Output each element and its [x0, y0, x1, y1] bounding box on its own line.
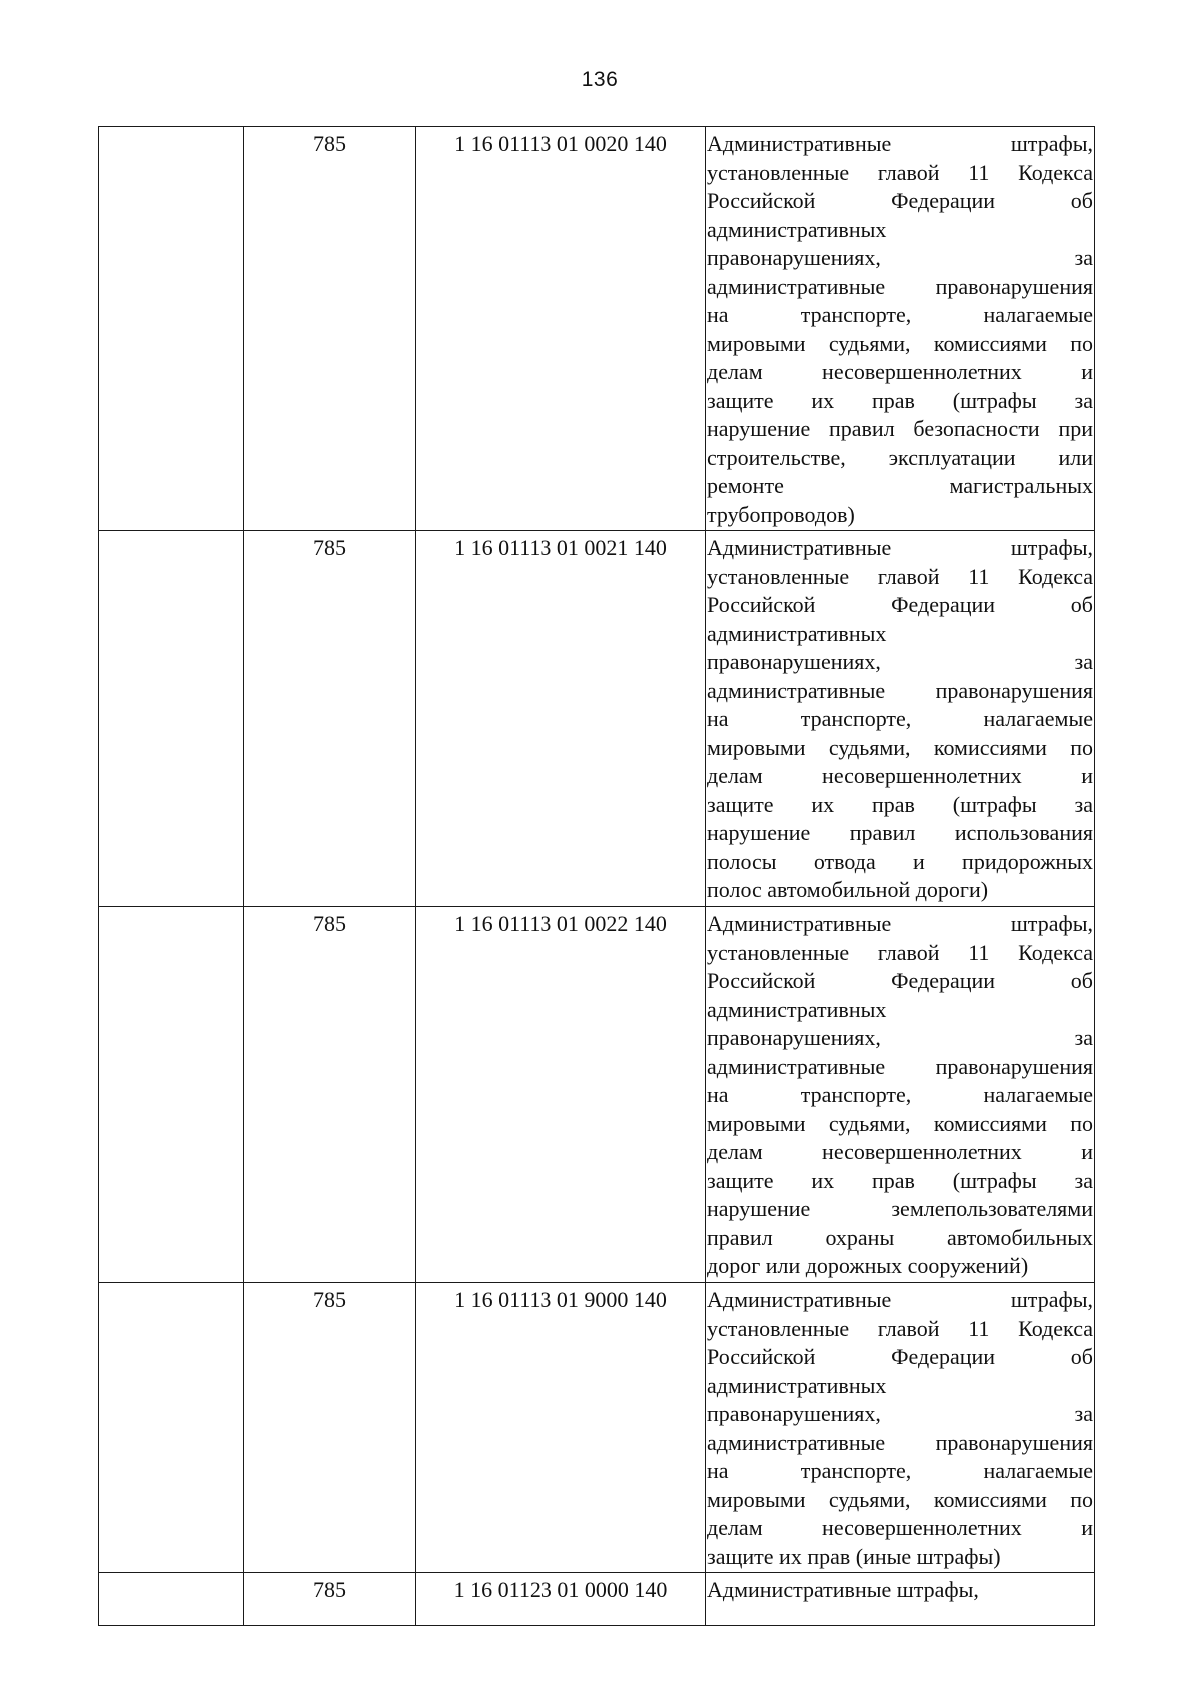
description-line: делам несовершеннолетних и — [707, 1515, 1093, 1540]
description-line: полос автомобильной дороги) — [707, 877, 989, 902]
description-line: административные правонарушения — [707, 677, 1093, 703]
description-line: Административные штрафы, — [707, 535, 1093, 560]
description-line: на транспорте, налагаемые — [707, 1458, 1093, 1483]
description-line: трубопроводов) — [707, 501, 855, 527]
revenue-description-cell — [706, 531, 1095, 907]
revenue-description-cell — [706, 907, 1095, 1283]
description-line: делам несовершеннолетних и — [707, 359, 1093, 384]
table-row — [99, 1573, 1095, 1626]
description-line: нарушение правил использования — [707, 820, 1093, 845]
empty-cell — [99, 1283, 244, 1573]
table-body — [99, 127, 1095, 1626]
description-line: Административные штрафы, — [707, 911, 1093, 936]
description-line: мировыми судьями, комиссиями по — [707, 1110, 1093, 1136]
description-line: на транспорте, налагаемые — [707, 706, 1093, 731]
description-line: правонарушениях, за — [707, 1401, 1093, 1426]
description-line: правонарушениях, за — [707, 1025, 1093, 1050]
description-line: строительстве, эксплуатации или — [707, 444, 1093, 470]
table-row — [99, 1283, 1095, 1573]
revenue-description-cell — [706, 1573, 1095, 1626]
empty-cell — [99, 1573, 244, 1626]
description-line: на транспорте, налагаемые — [707, 1082, 1093, 1107]
description-line: Административные штрафы, — [707, 1577, 979, 1602]
empty-cell — [99, 531, 244, 907]
description-line: административные правонарушения — [707, 273, 1093, 299]
description-line: Российской Федерации об — [707, 188, 1093, 213]
kbk-code-cell: 1 16 01113 01 0022 140 — [416, 907, 706, 1283]
revenue-code-table — [98, 126, 1095, 1626]
description-line: административных — [707, 620, 887, 646]
empty-cell — [99, 127, 244, 531]
admin-code-cell: 785 — [244, 531, 416, 907]
description-line: правил охраны автомобильных — [707, 1224, 1093, 1250]
table-row — [99, 127, 1095, 531]
description-line: защите их прав (штрафы за — [707, 791, 1093, 817]
description-line: установленные главой 11 Кодекса — [707, 1315, 1093, 1341]
description-line: ремонте магистральных — [707, 473, 1093, 498]
description-line: установленные главой 11 Кодекса — [707, 159, 1093, 185]
admin-code-cell: 785 — [244, 127, 416, 531]
page-number: 136 — [581, 68, 619, 91]
description-line: мировыми судьями, комиссиями по — [707, 330, 1093, 356]
description-line: мировыми судьями, комиссиями по — [707, 1486, 1093, 1512]
kbk-code-cell: 1 16 01113 01 9000 140 — [416, 1283, 706, 1573]
revenue-description-cell — [706, 127, 1095, 531]
description-line: делам несовершеннолетних и — [707, 1139, 1093, 1164]
table-row — [99, 531, 1095, 907]
admin-code-cell: 785 — [244, 1283, 416, 1573]
revenue-description-cell — [706, 1283, 1095, 1573]
description-line: дорог или дорожных сооружений) — [707, 1253, 1029, 1278]
description-line: административных — [707, 216, 887, 242]
description-line: административных — [707, 996, 887, 1022]
kbk-code-cell: 1 16 01123 01 0000 140 — [416, 1573, 706, 1626]
description-line: Российской Федерации об — [707, 1344, 1093, 1369]
description-line: Российской Федерации об — [707, 592, 1093, 617]
description-line: полосы отвода и придорожных — [707, 848, 1093, 874]
admin-code-cell: 785 — [244, 907, 416, 1283]
table-row — [99, 907, 1095, 1283]
description-line: на транспорте, налагаемые — [707, 302, 1093, 327]
description-line: защите их прав (штрафы за — [707, 1167, 1093, 1193]
description-line: правонарушениях, за — [707, 649, 1093, 674]
empty-cell — [99, 907, 244, 1283]
description-line: защите их прав (штрафы за — [707, 387, 1093, 413]
kbk-code-cell: 1 16 01113 01 0021 140 — [416, 531, 706, 907]
description-line: Административные штрафы, — [707, 131, 1093, 156]
description-line: Российской Федерации об — [707, 968, 1093, 993]
description-line: Административные штрафы, — [707, 1287, 1093, 1312]
kbk-code-cell: 1 16 01113 01 0020 140 — [416, 127, 706, 531]
description-line: нарушение правил безопасности при — [707, 416, 1093, 441]
description-line: административные правонарушения — [707, 1053, 1093, 1079]
description-line: установленные главой 11 Кодекса — [707, 563, 1093, 589]
description-line: нарушение землепользователями — [707, 1196, 1093, 1221]
description-line: мировыми судьями, комиссиями по — [707, 734, 1093, 760]
description-line: делам несовершеннолетних и — [707, 763, 1093, 788]
description-line: установленные главой 11 Кодекса — [707, 939, 1093, 965]
admin-code-cell: 785 — [244, 1573, 416, 1626]
description-line: защите их прав (иные штрафы) — [707, 1543, 1001, 1569]
description-line: административных — [707, 1372, 887, 1398]
description-line: административные правонарушения — [707, 1429, 1093, 1455]
description-line: правонарушениях, за — [707, 245, 1093, 270]
